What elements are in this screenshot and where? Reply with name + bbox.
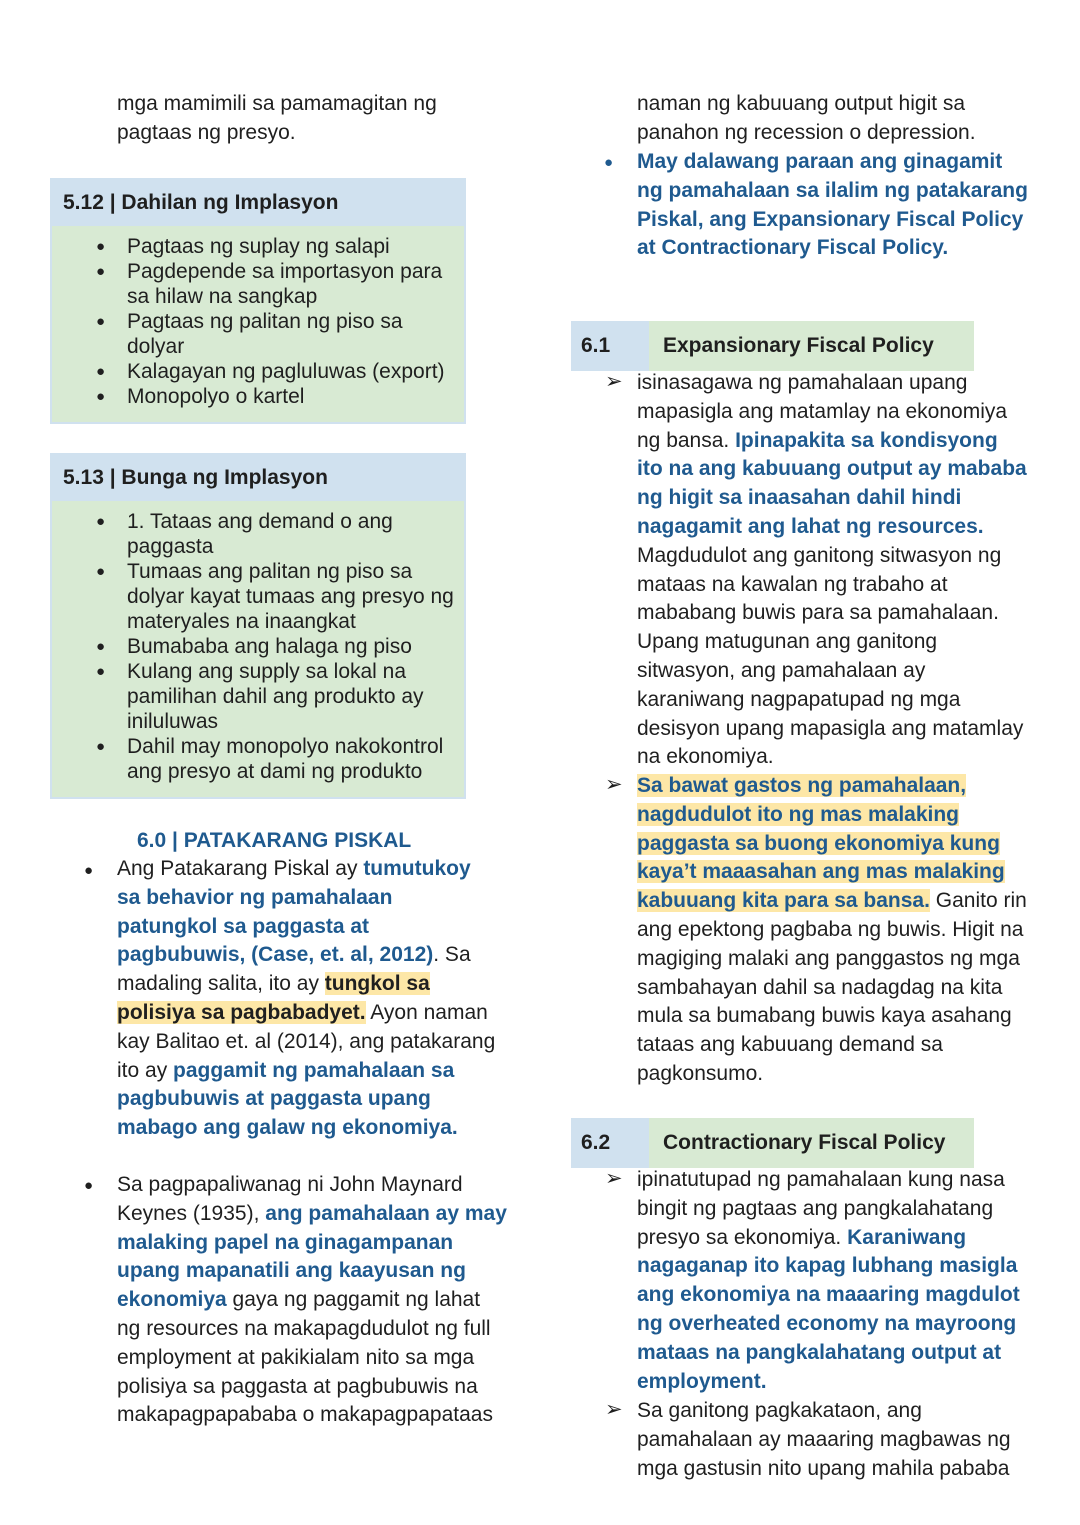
sec6-paragraph-2	[117, 1171, 509, 1430]
section-6-title: 6.0 | PATAKARANG PISKAL	[137, 829, 412, 852]
section-6-2-header	[571, 1118, 974, 1168]
right-continuation: naman ng kabuuang output higit sa panahon ng recession o depression.	[637, 92, 976, 144]
list-item: ● Pagtaas ng suplay ng salapi	[127, 234, 464, 259]
text-run-blue: tumutukoy sa behavior ng pamahalaan patungkol sa paggasta at pagbubuwis, (Case, et. al, 2012)	[117, 857, 471, 967]
text-run-blue: Karaniwang nagaganap ito kapag lubhang masigla ang ekonomiya na maaaring magdulot ng overheated economy na mayroong mataas na pangkalahatang output at employment.	[637, 1225, 1020, 1393]
text-run: Ang Patakarang Piskal ay	[117, 857, 364, 880]
right-bullet-paraan: May dalawang paraan ang ginagamit ng pamahalaan sa ilalim ng patakarang Piskal, ang Expansionary Fiscal Policy at Contractionary Fiscal Policy.	[637, 150, 1028, 260]
text-run-blue: ang pamahalaan ay may malaking papel na ginagampanan upang mapanatili ang kaayusan ng ekonomiya	[117, 1201, 507, 1312]
section-6-2-number: 6.2	[581, 1131, 611, 1154]
intro-line-2: pagtaas ng presyo.	[117, 120, 296, 144]
arrow-bullet-icon: ➢	[605, 370, 623, 393]
arrow-bullet-icon: ➢	[605, 773, 623, 796]
box-dahilan-implasyon	[50, 178, 466, 424]
box-bunga-implasyon	[50, 453, 466, 799]
text-run: Magdudulot ang ganitong sitwasyon ng mataas na kawalan ng trabaho at mababang buwis para sa pamahalaan. Upang matugunan ang ganitong sitwasyon, ang pamahalaan ay karaniwang nagpapatupad ng mga desisyon upang mapasigla ang matamlay na ekonomiya.	[637, 543, 1024, 769]
box-512-list	[52, 226, 464, 417]
sec62-point-1	[637, 1166, 1029, 1396]
list-item: ● Monopolyo o kartel	[127, 384, 464, 409]
bullet-dot-icon: ●	[84, 862, 94, 879]
intro-continuation	[117, 90, 487, 148]
arrow-bullet-icon: ➢	[605, 1167, 623, 1190]
bullet-dot-icon: ●	[604, 154, 614, 171]
list-item: ● Kalagayan ng pagluluwas (export)	[127, 359, 464, 384]
text-run-highlight: Sa bawat gastos ng pamahalaan, nagdudulot ito ng mas malaking paggasta sa buong ekonomiya kung kaya’t maaasahan ang mas malaking kabuuang kita para sa bansa.	[637, 774, 1005, 913]
list-item: ● Kulang ang supply sa lokal na pamilihan dahil ang produkto ay iniluluwas	[127, 659, 464, 734]
box-512-title: 5.12 | Dahilan ng Implasyon	[52, 180, 464, 226]
list-item: ● Dahil may monopolyo nakokontrol ang presyo at dami ng produkto	[127, 734, 464, 784]
text-run: . Sa madaling salita, ito ay	[117, 943, 471, 996]
list-item: ● Tumaas ang palitan ng piso sa dolyar kayat tumaas ang presyo ng materyales na inaangkat	[127, 559, 464, 634]
list-item: ● 1. Tataas ang demand o ang paggasta	[127, 509, 464, 559]
list-item: ● Bumababa ang halaga ng piso	[127, 634, 464, 659]
sec62-point-2: Sa ganitong pagkakataon, ang pamahalaan ay maaaring magbawas ng mga gastusin nito upang mahila pababa	[637, 1399, 1011, 1480]
section-6-1-title-cell	[649, 321, 974, 371]
text-run: Sa pagpapaliwanag ni John Maynard Keynes (1935),	[117, 1173, 463, 1225]
section-6-1-header	[571, 321, 974, 371]
text-run: Ganito rin ang epektong pagbaba ng buwis. Higit na magiging malaki ang panggastos ng mga sambahayan dahil sa nadagdag na kita mula sa bumabang buwis kaya asahang tataas ang kabuuang demand sa pagkonsumo.	[637, 889, 1027, 1085]
text-run: ipinatutupad ng pamahalaan kung nasa bingit ng pagtaas ang pangkalahatang presyo sa ekonomiya.	[637, 1168, 1005, 1249]
section-6-1-number: 6.1	[581, 334, 611, 357]
sec61-point-2	[637, 772, 1029, 1089]
sec61-point-1	[637, 369, 1029, 772]
arrow-bullet-icon: ➢	[605, 1398, 623, 1421]
bullet-dot-icon: ●	[84, 1177, 94, 1194]
text-run: Ayon naman kay Balitao et. al (2014), ang patakarang ito ay	[117, 1000, 496, 1082]
intro-line-1: mga mamimili sa pamamagitan ng	[117, 92, 437, 115]
box-513-list	[52, 501, 464, 792]
text-run-blue: paggamit ng pamahalaan sa pagbubuwis at paggasta upang mabago ang galaw ng ekonomiya.	[117, 1058, 458, 1140]
section-6-2-title: Contractionary Fiscal Policy	[663, 1131, 946, 1154]
text-run-blue: Ipinapakita sa kondisyong ito na ang kabuuang output ay mababa ng higit sa inaasahan dahil hindi nagagamit ang lahat ng resources.	[637, 428, 1027, 538]
text-run: gaya ng paggamit ng lahat ng resources na makapagdudulot ng full employment at pakikialam nito sa mga polisiya sa paggasta at pagbubuwis na makapagpapababa o makapagpapataas	[117, 1288, 493, 1427]
section-6-2-title-cell	[649, 1118, 974, 1168]
list-item: ● Pagtaas ng palitan ng piso sa dolyar	[127, 309, 464, 359]
section-6-1-title: Expansionary Fiscal Policy	[663, 334, 934, 357]
text-run-highlight: tungkol sa polisiya sa pagbabadyet.	[117, 972, 430, 1024]
text-run: isinasagawa ng pamahalaan upang mapasigla ang matamlay na ekonomiya ng bansa.	[637, 371, 1008, 452]
list-item: ● Pagdepende sa importasyon para sa hilaw na sangkap	[127, 259, 464, 309]
sec6-paragraph-1	[117, 855, 497, 1143]
box-513-title: 5.13 | Bunga ng Implasyon	[52, 455, 464, 501]
